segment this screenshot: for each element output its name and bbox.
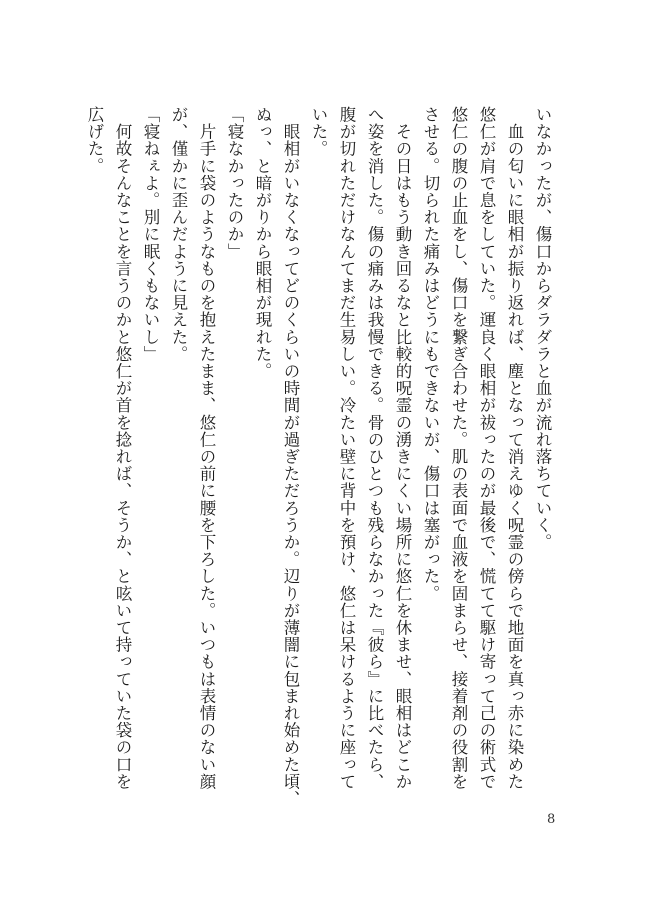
text-line: 眼相がいなくなってどのくらいの時間が過ぎただろうか。辺りが薄闇に包まれ始めた頃、 [281, 106, 300, 808]
text-line: 悠仁の腹の止血をし、傷口を繋ぎ合わせた。肌の表面で血液を固まらせ、接着剤の役割を [449, 106, 468, 790]
text-line: 腹が切れただけなんてまだ生易しい。冷たい壁に背中を預け、悠仁は呆けるように座って [337, 106, 356, 790]
text-line: いた。 [309, 106, 328, 158]
body-text [80, 106, 556, 808]
text-line: 悠仁が肩で息をしていた。運良く眼相が祓ったのが最後で、慌てて駆け寄って己の術式で [477, 106, 496, 790]
text-line: いなかったが、傷口からダラダラと血が流れ落ちていく。 [533, 106, 552, 551]
text-line: へ姿を消した。傷の痛みは我慢できる。骨のひとつも残らなかった『彼ら』に比べたら、 [365, 106, 384, 790]
text-line: 何故そんなことを言うのかと悠仁が首を捻れば、そうか、と呟いて持っていた袋の口を [113, 106, 132, 790]
text-line: 広げた。 [85, 106, 104, 175]
text-line: させる。切られた痛みはどうにもできないが、傷口は塞がった。 [421, 106, 440, 602]
text-line: ぬっ、と暗がりから眼相が現れた。 [253, 106, 272, 380]
page-number: 8 [547, 812, 556, 827]
text-line: 血の匂いに眼相が振り返れば、塵となって消えゆく呪霊の傍らで地面を真っ赤に染めた [505, 106, 524, 790]
text-line: 「寝なかったのか」 [225, 106, 244, 260]
text-line: が、僅かに歪んだように見えた。 [169, 106, 188, 363]
text-line: 「寝ねぇよ。別に眠くもないし」 [141, 106, 160, 363]
text-line: その日はもう動き回るなと比較的呪霊の湧きにくい場所に悠仁を休ませ、眼相はどこか [393, 106, 412, 790]
text-line: 片手に袋のようなものを抱えたまま、悠仁の前に腰を下ろした。いつもは表情のない顔 [197, 106, 216, 790]
